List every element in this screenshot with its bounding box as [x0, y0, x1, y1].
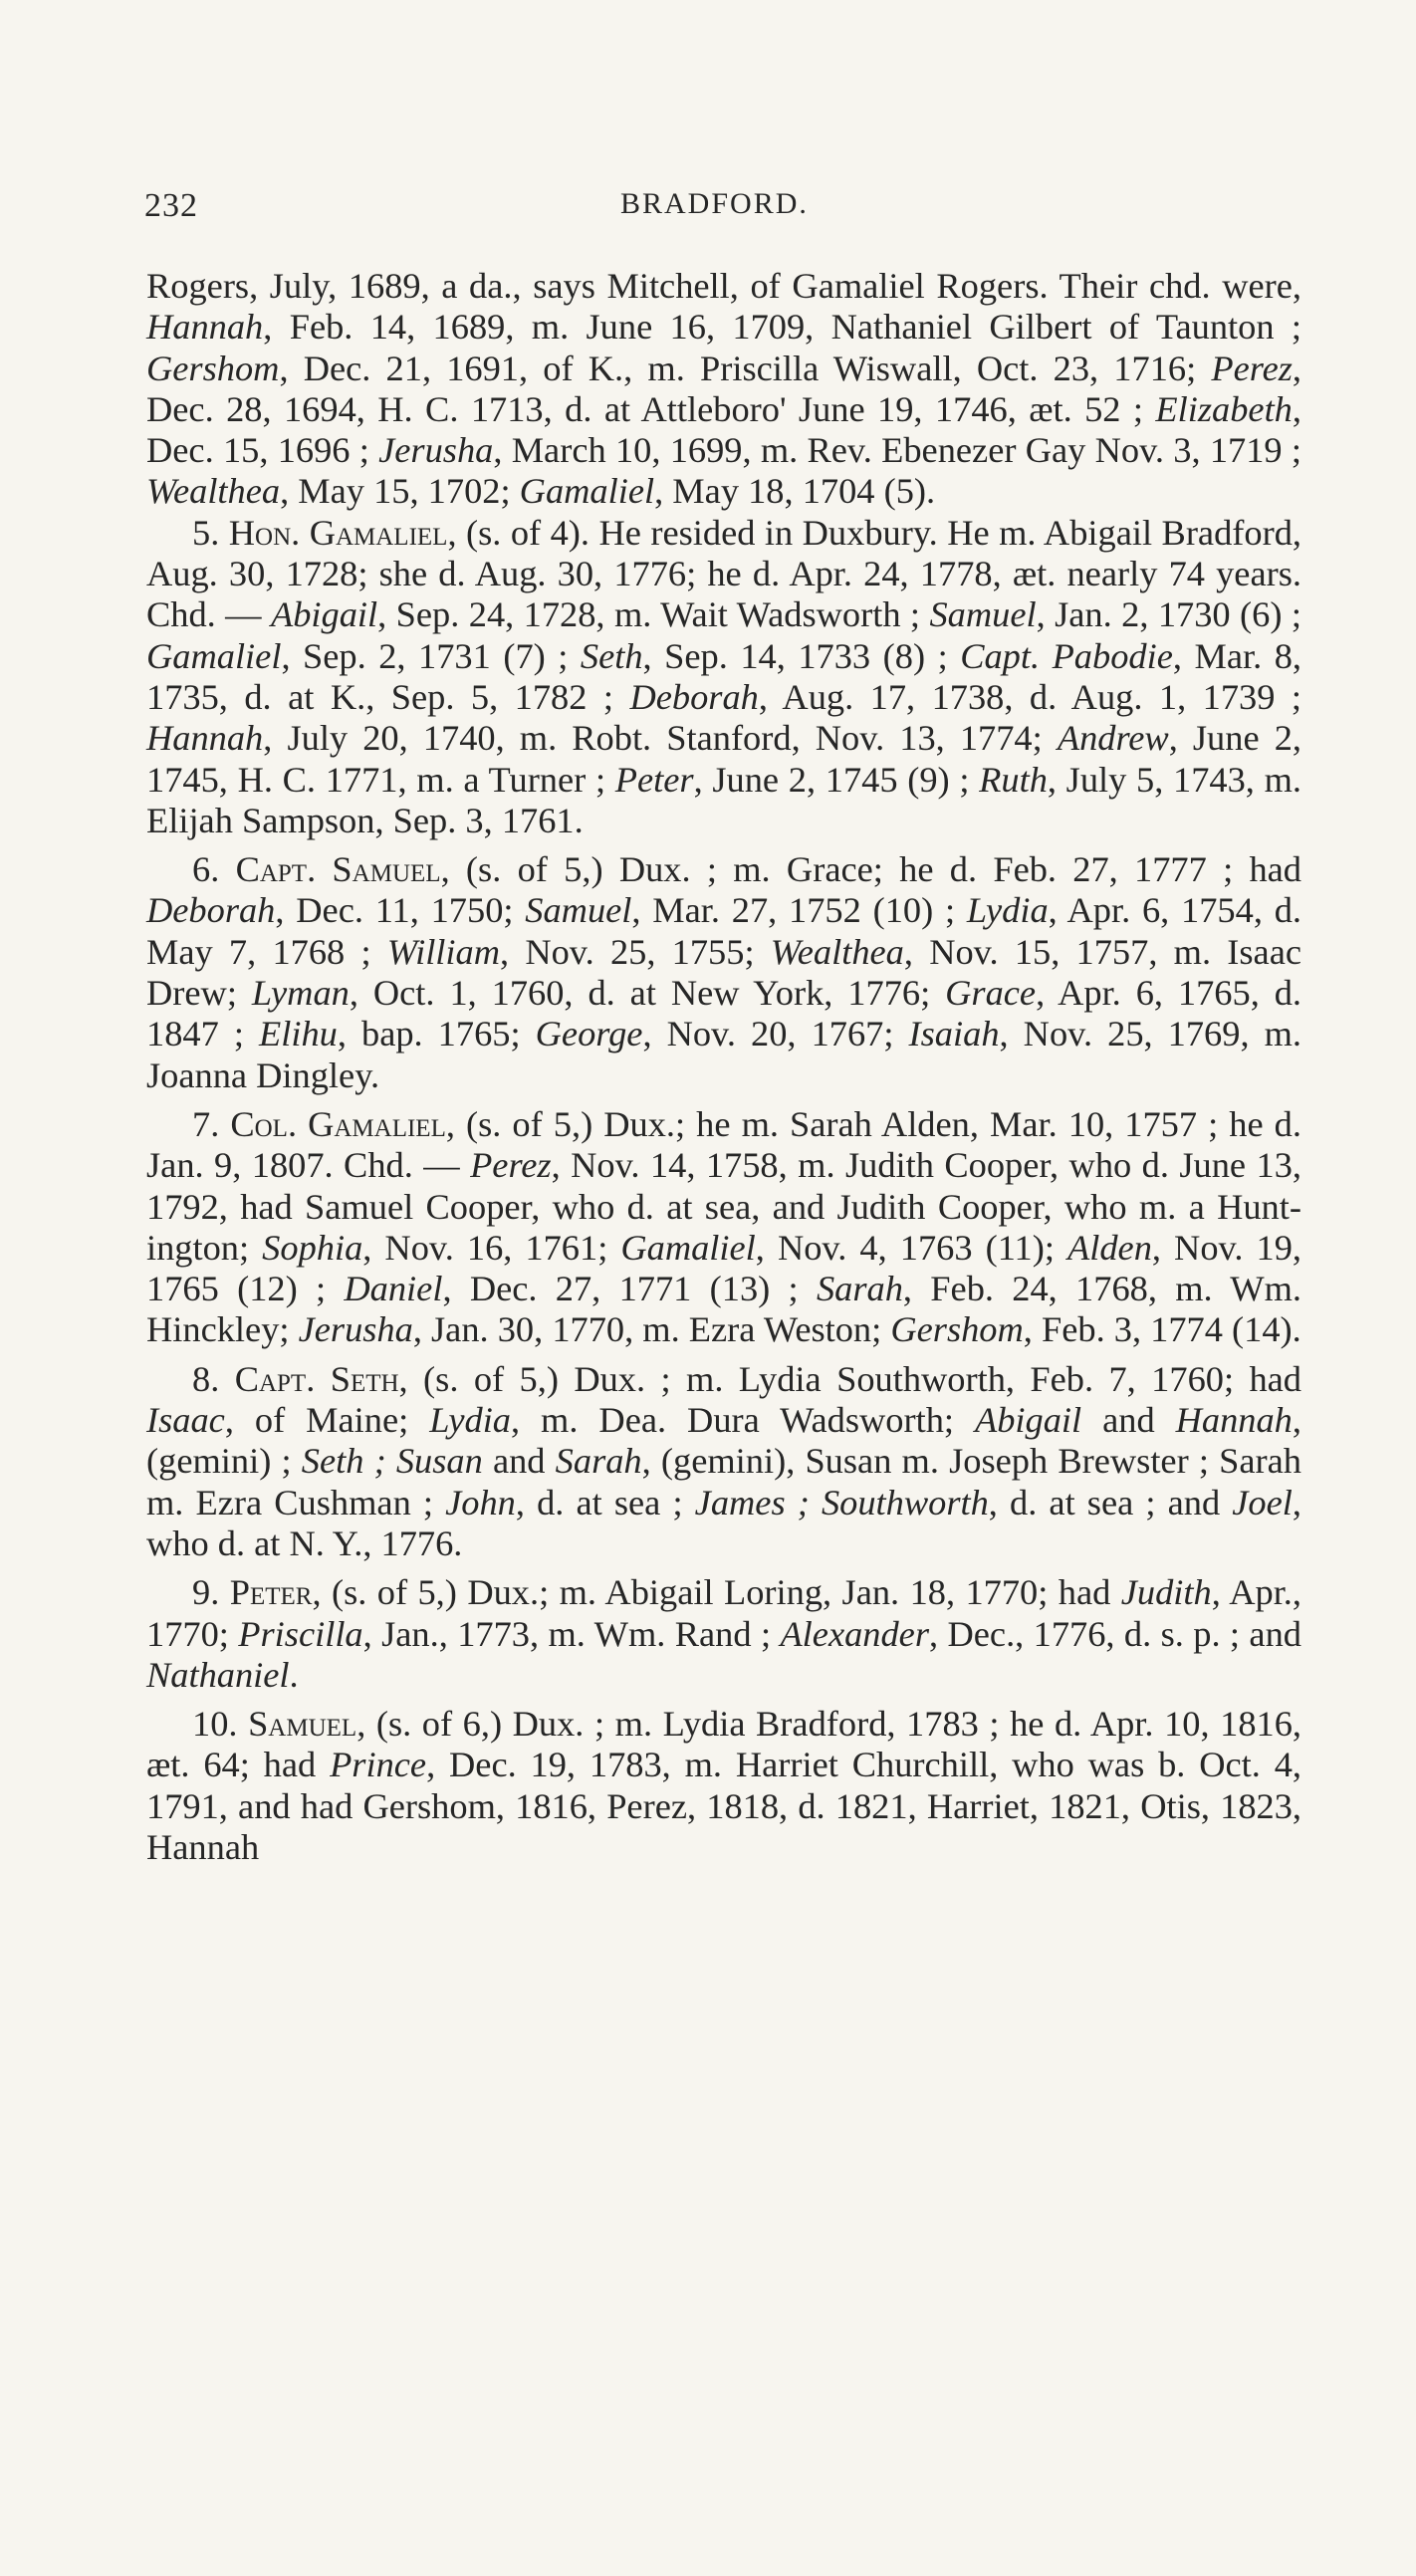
text-run: .: [289, 1654, 299, 1695]
italic-name: Daniel: [344, 1269, 443, 1309]
text-run: , June 2, 1745 (9) ;: [693, 759, 980, 800]
text-run: , (s. of 5,) Dux. ; m. Grace; he d. Feb. 27, 1777 ; had: [440, 849, 1302, 890]
italic-name: Jerusha: [298, 1309, 413, 1350]
running-head: [144, 187, 1280, 227]
italic-name: Nathaniel: [146, 1654, 290, 1695]
text-run: , Jan. 2, 1730 (6) ;: [1036, 594, 1301, 635]
text-run: , (s. of 5,) Dux.; he m. Sarah Alden, Mar. 10, 1757 ; he d. Jan. 9, 1807. Chd. —: [146, 1103, 1301, 1186]
text-run: and: [482, 1441, 556, 1482]
italic-name: Gamaliel: [519, 471, 655, 512]
italic-name: Isaac: [146, 1400, 225, 1441]
paragraph-entry-8: [146, 1359, 1301, 1564]
italic-name: Abigail: [975, 1400, 1082, 1441]
italic-name: Samuel: [525, 890, 632, 931]
italic-name: Wealthea: [770, 931, 904, 972]
text-run: , Dec. 15, 1696 ;: [146, 388, 1301, 471]
italic-name: Grace: [945, 973, 1037, 1014]
text-run: 8.: [192, 1358, 235, 1399]
italic-name: James ; Southworth: [694, 1482, 989, 1522]
text-run: , Nov. 25, 1755;: [500, 931, 771, 972]
italic-name: Sarah: [555, 1441, 642, 1482]
italic-name: Perez: [470, 1145, 552, 1186]
text-run: , Nov. 20, 1767;: [642, 1014, 909, 1054]
paragraph-entry-9: [146, 1572, 1301, 1696]
italic-name: William: [386, 931, 501, 972]
text-run: , of Maine;: [224, 1400, 430, 1441]
text-run: , March 10, 1699, m. Rev. Ebenezer Gay Nov. 3, 1719 ;: [493, 430, 1301, 471]
italic-name: Hannah: [1175, 1400, 1293, 1441]
italic-name: Hannah: [146, 718, 264, 759]
italic-name: Hannah: [146, 307, 264, 348]
italic-name: Wealthea: [146, 471, 281, 512]
text-run: , Jan. 30, 1770, m. Ezra Weston;: [412, 1309, 891, 1350]
text-run: , Dec. 28, 1694, H. C. 1713, d. at Attleboro' June 19, 1746, æt. 52 ;: [146, 348, 1301, 429]
italic-name: Judith: [1120, 1572, 1212, 1613]
italic-name: Jerusha: [378, 430, 494, 471]
text-run: , Nov. 19, 1765 (12) ;: [146, 1227, 1301, 1309]
paragraph-entry-5: [146, 513, 1301, 841]
italic-name: Joel: [1232, 1482, 1293, 1522]
text-run: , Aug. 17, 1738, d. Aug. 1, 1739 ;: [758, 676, 1302, 717]
text-run: , Apr. 6, 1765, d. 1847 ;: [146, 973, 1302, 1054]
italic-name: Lydia: [966, 890, 1049, 931]
italic-name: Perez: [1211, 348, 1293, 388]
italic-name: Priscilla: [238, 1613, 363, 1654]
text-run: , Sep. 2, 1731 (7) ;: [281, 635, 581, 676]
italic-name: Abigail: [270, 594, 378, 635]
text-run: , Feb. 3, 1774 (14).: [1023, 1309, 1301, 1350]
paragraph-entry-7: [146, 1104, 1301, 1351]
italic-name: Elizabeth: [1155, 388, 1293, 429]
italic-name: Seth: [580, 635, 643, 676]
italic-name: George: [535, 1014, 643, 1054]
entry-heading: Capt. Seth: [234, 1358, 399, 1399]
text-run: , d. at sea ; and: [988, 1482, 1233, 1522]
text-run: Rogers, July, 1689, a da., says Mitchell, of Gamaliel Rogers. Their chd. were,: [146, 266, 1301, 306]
text-run: , who d. at N. Y., 1776.: [146, 1482, 1301, 1563]
paragraph-continuation: [146, 266, 1301, 513]
italic-name: Deborah: [146, 890, 276, 931]
text-run: , May 15, 1702;: [280, 471, 520, 512]
italic-name: Gamaliel: [146, 635, 282, 676]
text-run: , Dec., 1776, d. s. p. ; and: [929, 1613, 1301, 1654]
text-run: , July 5, 1743, m. Elijah Sampson, Sep. 3, 1761.: [146, 759, 1301, 840]
italic-name: Gershom: [146, 348, 280, 388]
body-text: [146, 266, 1301, 1868]
italic-name: John: [445, 1482, 516, 1522]
italic-name: Elihu: [259, 1014, 338, 1054]
italic-name: Ruth: [979, 759, 1048, 800]
text-run: , Oct. 1, 1760, d. at New York, 1776;: [349, 973, 946, 1014]
text-run: 5.: [192, 512, 229, 553]
italic-name: Sarah: [816, 1269, 903, 1309]
text-run: , Sep. 24, 1728, m. Wait Wadsworth ;: [377, 594, 930, 635]
text-run: , (gemini), Susan m. Joseph Brewster ; Sarah m. Ezra Cushman ;: [146, 1441, 1301, 1522]
entry-heading: Hon. Gamaliel: [228, 512, 448, 553]
paragraph-entry-6: [146, 849, 1301, 1096]
text-run: , Feb. 24, 1768, m. Wm. Hinckley;: [146, 1269, 1302, 1350]
text-run: , (s. of 6,) Dux. ; m. Lydia Bradford, 1783 ; he d. Apr. 10, 1816, æt. 64; had: [146, 1704, 1302, 1785]
italic-name: Gamaliel: [620, 1227, 756, 1268]
text-run: 6.: [192, 849, 236, 890]
italic-name: Alexander: [780, 1613, 929, 1654]
text-run: 10.: [192, 1704, 249, 1745]
text-run: , Mar. 8, 1735, d. at K., Sep. 5, 1782 ;: [146, 635, 1301, 717]
text-run: , (gemini) ;: [146, 1400, 1301, 1482]
text-run: , (s. of 4). He resided in Duxbury. He m. Abigail Bradford, Aug. 30, 1728; she d. Aug. 30, 1776; he d. Apr. 24, 1778, æt. nearly 74 years. Chd. —: [146, 512, 1302, 635]
text-run: , Nov. 15, 1757, m. Isaac Drew;: [146, 931, 1302, 1014]
entry-heading: Peter: [229, 1572, 313, 1613]
text-run: , Dec. 19, 1783, m. Harriet Churchill, who was b. Oct. 4, 1791, and had Gershom, 1816, Perez, 1818, d. 1821, Harriet, 1821, Otis, 1823, Hannah: [146, 1745, 1301, 1867]
text-run: , July 20, 1740, m. Robt. Stanford, Nov. 13, 1774;: [263, 718, 1058, 759]
text-run: 9.: [192, 1572, 230, 1613]
text-run: , Dec. 11, 1750;: [275, 890, 526, 931]
text-run: , Jan., 1773, m. Wm. Rand ;: [362, 1613, 781, 1654]
text-run: , Mar. 27, 1752 (10) ;: [631, 890, 967, 931]
text-run: , Nov. 16, 1761;: [362, 1227, 621, 1268]
text-run: , Sep. 14, 1733 (8) ;: [642, 635, 961, 676]
text-run: , Nov. 4, 1763 (11);: [755, 1227, 1068, 1268]
italic-name: Peter: [614, 759, 694, 800]
text-run: , May 18, 1704 (5).: [654, 471, 936, 512]
text-run: , June 2, 1745, H. C. 1771, m. a Turner ;: [146, 718, 1301, 800]
text-run: , Nov. 25, 1769, m. Joanna Dingley.: [146, 1014, 1301, 1095]
text-run: , Feb. 14, 1689, m. June 16, 1709, Nathaniel Gilbert of Taunton ;: [263, 307, 1301, 348]
italic-name: Lyman: [251, 973, 350, 1014]
entry-heading: Capt. Samuel: [235, 849, 441, 890]
italic-name: Isaiah: [908, 1014, 1000, 1054]
text-run: , m. Dea. Dura Wadsworth;: [511, 1400, 975, 1441]
paragraph-entry-10: [146, 1704, 1301, 1868]
entry-heading: Col. Gamaliel: [230, 1103, 446, 1144]
text-run: 7.: [192, 1103, 231, 1144]
italic-name: Seth ; Susan: [301, 1441, 483, 1482]
italic-name: Samuel: [929, 594, 1037, 635]
italic-name: Alden: [1067, 1227, 1152, 1268]
italic-name: Gershom: [890, 1309, 1024, 1350]
text-run: , Dec. 21, 1691, of K., m. Priscilla Wiswall, Oct. 23, 1716;: [279, 348, 1212, 388]
text-run: , bap. 1765;: [337, 1014, 536, 1054]
running-title: BRADFORD.: [620, 187, 809, 220]
italic-name: Capt. Pabodie: [960, 635, 1173, 676]
italic-name: Sophia: [262, 1227, 363, 1268]
text-run: , Nov. 14, 1758, m. Judith Cooper, who d. June 13, 1792, had Samuel Cooper, who d. at sea, and Judith Cooper, who m. a Huntington;: [146, 1145, 1301, 1268]
text-run: , Dec. 27, 1771 (13) ;: [442, 1269, 817, 1309]
text-run: and: [1081, 1400, 1176, 1441]
text-run: , d. at sea ;: [515, 1482, 695, 1522]
text-run: , (s. of 5,) Dux. ; m. Lydia Southworth, Feb. 7, 1760; had: [398, 1358, 1302, 1399]
entry-heading: Samuel: [248, 1704, 357, 1745]
text-run: , (s. of 5,) Dux.; m. Abigail Loring, Jan. 18, 1770; had: [312, 1572, 1121, 1613]
italic-name: Lydia: [429, 1400, 511, 1441]
text-run: , Apr. 6, 1754, d. May 7, 1768 ;: [146, 890, 1301, 972]
page-number: 232: [144, 187, 198, 224]
italic-name: Deborah: [629, 676, 759, 717]
italic-name: Andrew: [1057, 718, 1169, 759]
italic-name: Prince: [330, 1745, 427, 1785]
text-run: , Apr., 1770;: [146, 1572, 1302, 1654]
